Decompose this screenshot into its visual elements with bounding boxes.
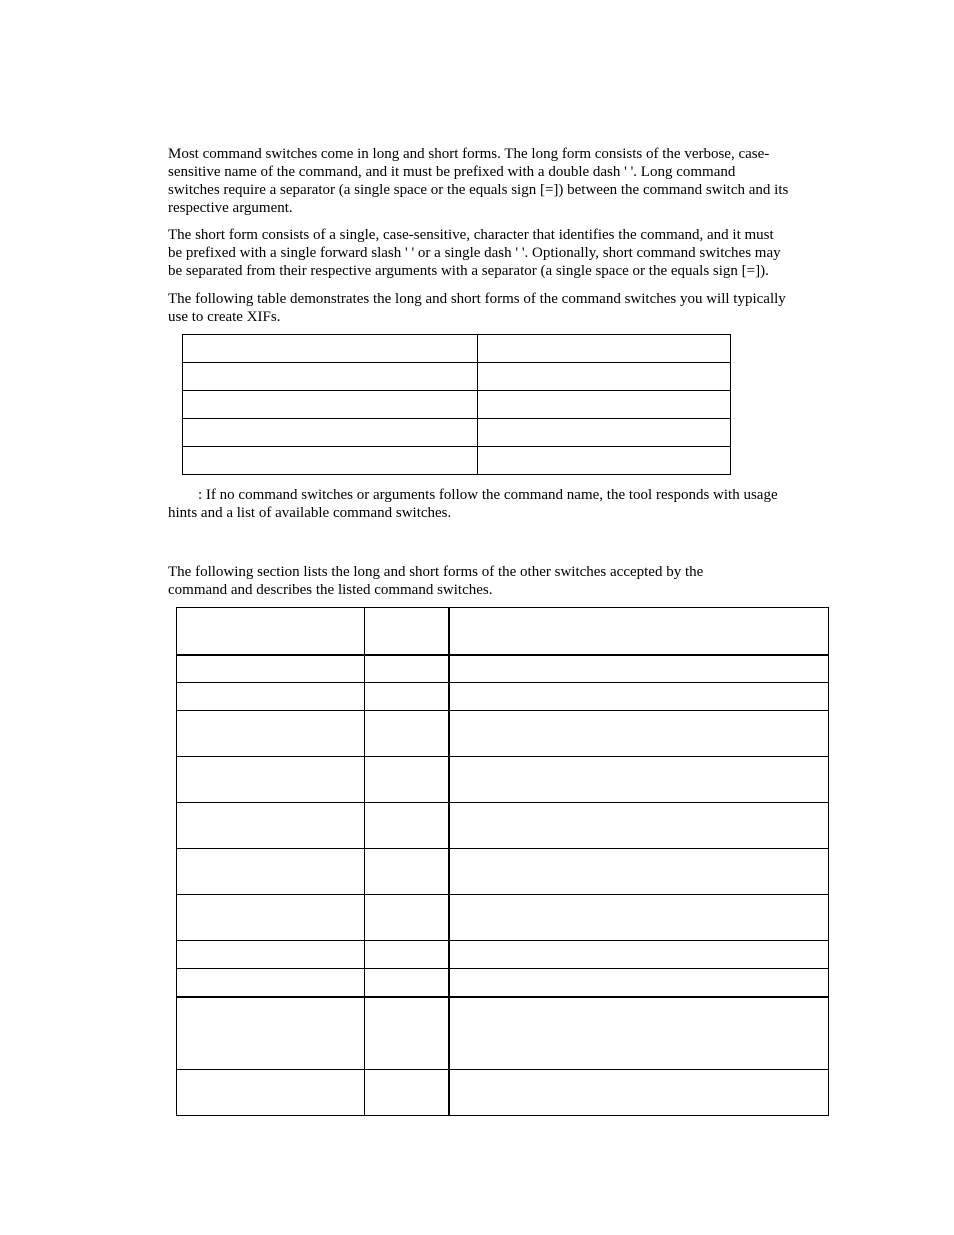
- table-cell: [449, 683, 829, 711]
- table-cell: [177, 849, 365, 895]
- table-cell: [449, 969, 829, 997]
- paragraph-table-intro: [168, 290, 786, 326]
- table-cell: [365, 1070, 449, 1116]
- table-header-cell: [449, 608, 829, 655]
- table-header-cell: [177, 608, 365, 655]
- table-cell: [449, 711, 829, 757]
- table-cell: [177, 683, 365, 711]
- table-row: [183, 335, 731, 363]
- table-cell: [365, 803, 449, 849]
- text-line: hints and a list of available command switches.: [168, 505, 452, 521]
- note-paragraph: [168, 486, 778, 522]
- table-row: [177, 655, 829, 683]
- text-line: command and describes the listed command switches.: [168, 582, 493, 598]
- table-header-row: [177, 608, 829, 655]
- text-line: be prefixed with a single forward slash ' ' or a single dash ' '. Optionally, short command switches may: [168, 245, 781, 261]
- table-cell: [449, 803, 829, 849]
- table-cell: [365, 849, 449, 895]
- text-line: Most command switches come in long and short forms. The long form consists of the verbose, case-: [168, 146, 770, 162]
- text-line: respective argument.: [168, 200, 293, 216]
- table-cell: [177, 655, 365, 683]
- table-row: [177, 997, 829, 1070]
- table-cell: [183, 419, 478, 447]
- text-line: : If no command switches or arguments follow the command name, the tool responds with usage: [168, 487, 778, 503]
- table-cell: [365, 969, 449, 997]
- table-cell: [478, 335, 731, 363]
- table-cell: [365, 997, 449, 1070]
- text-line: The following section lists the long and short forms of the other switches accepted by the: [168, 564, 704, 580]
- table-row: [177, 969, 829, 997]
- table-cell: [177, 1070, 365, 1116]
- table-cell: [449, 849, 829, 895]
- table-cell: [365, 941, 449, 969]
- table-row: [183, 363, 731, 391]
- table-cell: [449, 757, 829, 803]
- table-row: [177, 941, 829, 969]
- text-line: The following table demonstrates the long and short forms of the command switches you will typically: [168, 291, 786, 307]
- table-cell: [365, 895, 449, 941]
- table-cell: [177, 757, 365, 803]
- table-cell: [183, 447, 478, 475]
- table-row: [177, 1070, 829, 1116]
- table-cell: [478, 447, 731, 475]
- table-cell: [365, 655, 449, 683]
- table-row: [177, 683, 829, 711]
- table-cell: [183, 363, 478, 391]
- table-row: [183, 391, 731, 419]
- other-switches-table: [176, 607, 829, 1116]
- paragraph-short-form: [168, 226, 781, 280]
- table-cell: [177, 803, 365, 849]
- table-cell: [449, 655, 829, 683]
- table-header-cell: [365, 608, 449, 655]
- text-line: use to create XIFs.: [168, 309, 281, 325]
- table-cell: [365, 757, 449, 803]
- table-row: [177, 803, 829, 849]
- table-cell: [449, 895, 829, 941]
- table-cell: [183, 391, 478, 419]
- table-row: [183, 419, 731, 447]
- table-row: [183, 447, 731, 475]
- table-row: [177, 849, 829, 895]
- switch-forms-table: [182, 334, 731, 475]
- table-cell: [177, 711, 365, 757]
- table-cell: [177, 969, 365, 997]
- table-row: [177, 757, 829, 803]
- text-line: switches require a separator (a single space or the equals sign [=]) between the command switch and its: [168, 182, 789, 198]
- table-cell: [449, 1070, 829, 1116]
- table-cell: [177, 997, 365, 1070]
- text-line: be separated from their respective arguments with a separator (a single space or the equals sign [=]).: [168, 263, 769, 279]
- table-cell: [478, 419, 731, 447]
- table-cell: [177, 895, 365, 941]
- table-cell: [365, 683, 449, 711]
- table-cell: [183, 335, 478, 363]
- text-line: The short form consists of a single, case-sensitive, character that identifies the command, and it must: [168, 227, 774, 243]
- table-row: [177, 895, 829, 941]
- table-cell: [177, 941, 365, 969]
- text-line: sensitive name of the command, and it must be prefixed with a double dash ' '. Long command: [168, 164, 736, 180]
- table-cell: [478, 391, 731, 419]
- intro-paragraph-long-form: [168, 145, 788, 217]
- table-cell: [365, 711, 449, 757]
- table-cell: [449, 941, 829, 969]
- table-row: [177, 711, 829, 757]
- table-cell: [478, 363, 731, 391]
- paragraph-other-switches-intro: [168, 563, 703, 599]
- table-cell: [449, 997, 829, 1070]
